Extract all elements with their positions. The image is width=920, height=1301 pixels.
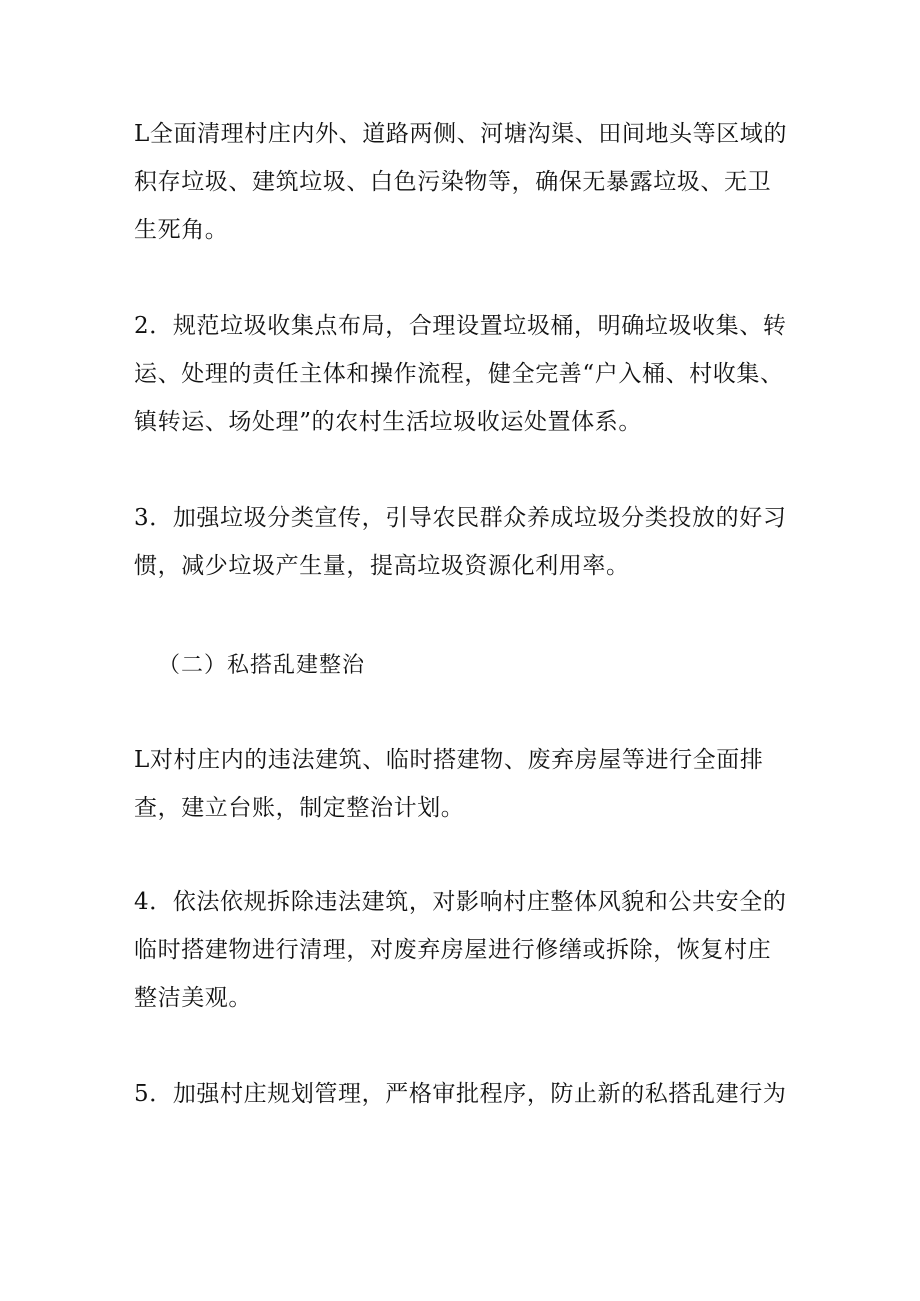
paragraph-illegal-building-survey: L对村庄内的违法建筑、临时搭建物、废弃房屋等进行全面排查，建立台账，制定整治计划。 (134, 747, 764, 821)
paragraph-planning-management: 5．加强村庄规划管理，严格审批程序，防止新的私搭乱建行为 (134, 1081, 787, 1107)
paragraph-garbage-collection-points: 2．规范垃圾收集点布局，合理设置垃圾桶，明确垃圾收集、转运、处理的责任主体和操作流程，健全完善“户入桶、村收集、镇转运、场处理”的农村生活垃圾收运处置体系。 (134, 313, 787, 435)
section-heading-illegal-construction: （二）私搭乱建整治 (158, 653, 366, 678)
paragraph-demolish-illegal-buildings: 4．依法依规拆除违法建筑，对影响村庄整体风貌和公共安全的临时搭建物进行清理，对废弃房屋进行修缮或拆除，恢复村庄整洁美观。 (134, 889, 787, 1011)
paragraph-cleanup-villages: L全面清理村庄内外、道路两侧、河塘沟渠、田间地头等区域的积存垃圾、建筑垃圾、白色污染物等，确保无暴露垃圾、无卫生死角。 (134, 121, 788, 243)
paragraph-garbage-sorting-promotion: 3．加强垃圾分类宣传，引导农民群众养成垃圾分类投放的好习惯，减少垃圾产生量，提高垃圾资源化利用率。 (134, 505, 787, 579)
